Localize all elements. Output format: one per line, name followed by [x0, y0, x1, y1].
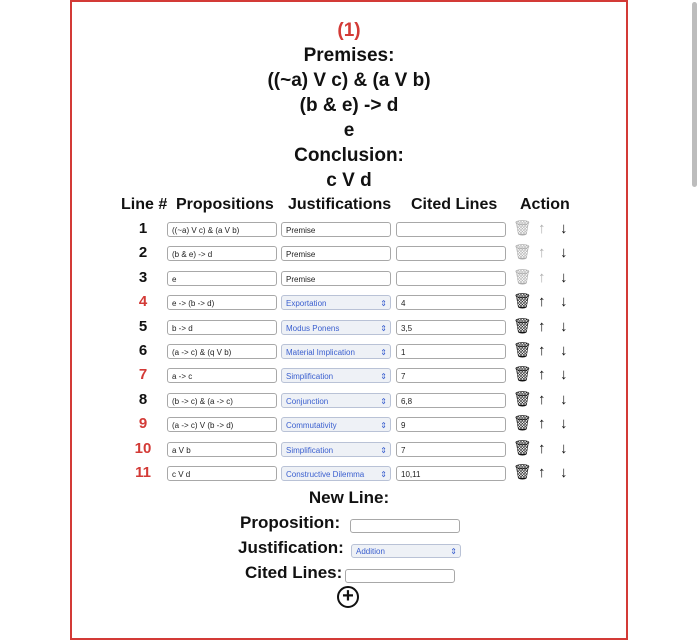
new-line-title: New Line:: [308, 488, 390, 507]
cited-lines-input[interactable]: [396, 246, 506, 261]
proposition-input[interactable]: c V d: [167, 466, 277, 481]
move-up-icon[interactable]: ↑: [538, 293, 546, 311]
cited-lines-input[interactable]: 7: [396, 442, 506, 457]
justification-select[interactable]: [281, 368, 391, 383]
justification-input[interactable]: Premise: [281, 246, 391, 261]
justification-input[interactable]: Premise: [281, 271, 391, 286]
cited-lines-input[interactable]: 3,5: [396, 320, 506, 335]
new-proposition-label: Proposition:: [240, 513, 341, 532]
trash-icon[interactable]: 🗑: [513, 464, 533, 481]
cited-lines-input[interactable]: 7: [396, 368, 506, 383]
select-caret-icon: ⇕: [380, 299, 387, 309]
new-justification-select[interactable]: [351, 544, 461, 558]
add-circle-icon[interactable]: +: [337, 586, 359, 608]
line-number: 3: [138, 268, 148, 286]
cited-lines-input[interactable]: 4: [396, 295, 506, 310]
conclusion-label: Conclusion:: [294, 145, 404, 166]
proposition-input[interactable]: (b -> c) & (a -> c): [167, 393, 277, 408]
proposition-input[interactable]: a V b: [167, 442, 277, 457]
table-row: [0, 463, 700, 485]
line-number: 4: [138, 293, 148, 311]
table-row: [0, 292, 700, 314]
line-number: 10: [134, 439, 152, 457]
cited-lines-input[interactable]: 6,8: [396, 393, 506, 408]
move-up-icon[interactable]: ↑: [538, 366, 546, 384]
proposition-input[interactable]: e -> (b -> d): [167, 295, 277, 310]
move-down-icon[interactable]: ↓: [560, 293, 568, 311]
select-caret-icon: ⇕: [380, 348, 387, 357]
move-down-icon[interactable]: ↓: [560, 464, 568, 481]
move-down-icon[interactable]: ↓: [560, 439, 568, 457]
line-number: 7: [138, 366, 148, 384]
justification-select[interactable]: [281, 344, 391, 359]
line-number: 6: [138, 342, 148, 359]
header-cited-lines: Cited Lines: [411, 196, 498, 213]
select-caret-icon: ⇕: [450, 547, 457, 556]
cited-lines-input[interactable]: 10,11: [396, 466, 506, 481]
select-caret-icon: ⇕: [380, 396, 387, 406]
trash-icon[interactable]: 🗑: [513, 220, 533, 237]
cited-lines-input[interactable]: 1: [396, 344, 506, 359]
trash-icon[interactable]: 🗑: [513, 342, 533, 359]
table-row: [0, 341, 700, 363]
table-row: [0, 439, 700, 461]
line-number: 1: [138, 220, 148, 237]
trash-icon[interactable]: 🗑: [513, 390, 533, 408]
justification-value: Modus Ponens: [286, 323, 340, 333]
cited-lines-input[interactable]: 9: [396, 417, 506, 432]
table-row: [0, 365, 700, 387]
table-row: [0, 317, 700, 339]
justification-value: Conjunction: [286, 396, 329, 406]
justification-select[interactable]: [281, 320, 391, 335]
proposition-input[interactable]: e: [167, 271, 277, 286]
premises-label: Premises:: [303, 45, 395, 66]
justification-select[interactable]: [281, 466, 391, 481]
trash-icon[interactable]: 🗑: [513, 293, 533, 311]
line-number: 2: [138, 244, 148, 262]
move-up-icon[interactable]: ↑: [538, 244, 546, 262]
move-down-icon[interactable]: ↓: [560, 317, 568, 335]
premise-1: ((~a) V c) & (a V b): [267, 70, 431, 91]
justification-value: Constructive Dilemma: [286, 470, 365, 479]
trash-icon[interactable]: 🗑: [513, 268, 533, 286]
justification-select[interactable]: [281, 442, 391, 457]
move-down-icon[interactable]: ↓: [560, 390, 568, 408]
proposition-input[interactable]: (b & e) -> d: [167, 246, 277, 261]
table-row: [0, 414, 700, 436]
move-up-icon[interactable]: ↑: [538, 415, 546, 433]
select-caret-icon: ⇕: [380, 372, 387, 382]
line-number: 8: [138, 390, 148, 408]
move-down-icon[interactable]: ↓: [560, 366, 568, 384]
select-caret-icon: ⇕: [380, 470, 387, 479]
problem-number: (1): [337, 20, 361, 41]
table-row: [0, 243, 700, 265]
new-proposition-input[interactable]: [350, 519, 460, 533]
table-row: [0, 268, 700, 290]
new-justification-value: Addition: [356, 547, 385, 556]
move-down-icon[interactable]: ↓: [560, 244, 568, 262]
move-down-icon[interactable]: ↓: [560, 220, 568, 237]
premise-2: (b & e) -> d: [299, 95, 399, 116]
header-line-number: Line #: [121, 196, 168, 213]
move-up-icon[interactable]: ↑: [538, 439, 546, 457]
justification-select[interactable]: [281, 295, 391, 310]
move-up-icon[interactable]: ↑: [538, 390, 546, 408]
proposition-input[interactable]: (a -> c) & (q V b): [167, 344, 277, 359]
justification-value: Simplification: [286, 445, 334, 455]
justification-value: Simplification: [286, 372, 334, 382]
header-action: Action: [520, 196, 570, 213]
line-number: 11: [135, 464, 151, 481]
proposition-input[interactable]: (a -> c) V (b -> d): [167, 417, 277, 432]
premise-3: e: [343, 120, 355, 141]
header-propositions: Propositions: [176, 196, 274, 213]
trash-icon[interactable]: 🗑: [513, 317, 533, 335]
justification-value: Material Implication: [286, 348, 355, 357]
table-row: [0, 390, 700, 412]
proposition-input[interactable]: a -> c: [167, 368, 277, 383]
cited-lines-input[interactable]: [396, 222, 506, 237]
line-number: 9: [138, 415, 148, 433]
new-justification-label: Justification:: [238, 538, 344, 557]
select-caret-icon: ⇕: [380, 445, 387, 455]
trash-icon[interactable]: 🗑: [513, 244, 533, 262]
move-down-icon[interactable]: ↓: [560, 415, 568, 433]
move-down-icon[interactable]: ↓: [560, 342, 568, 359]
scrollbar[interactable]: [692, 2, 697, 187]
move-down-icon[interactable]: ↓: [560, 268, 568, 286]
move-up-icon[interactable]: ↑: [538, 220, 546, 237]
trash-icon[interactable]: 🗑: [513, 415, 533, 433]
line-number: 5: [138, 317, 148, 335]
header-justifications: Justifications: [288, 196, 392, 213]
select-caret-icon: ⇕: [380, 421, 387, 431]
move-up-icon[interactable]: ↑: [538, 464, 546, 481]
justification-select[interactable]: [281, 417, 391, 432]
move-up-icon[interactable]: ↑: [538, 342, 546, 359]
cited-lines-input[interactable]: [396, 271, 506, 286]
move-up-icon[interactable]: ↑: [538, 317, 546, 335]
justification-value: Commutativity: [286, 421, 337, 431]
justification-input[interactable]: Premise: [281, 222, 391, 237]
conclusion: c V d: [326, 170, 372, 191]
move-up-icon[interactable]: ↑: [538, 268, 546, 286]
justification-select[interactable]: [281, 393, 391, 408]
new-cited-lines-label: Cited Lines:: [245, 563, 343, 582]
proposition-input[interactable]: ((~a) V c) & (a V b): [167, 222, 277, 237]
select-caret-icon: ⇕: [380, 323, 387, 333]
new-cited-lines-input[interactable]: [345, 569, 455, 583]
proposition-input[interactable]: b -> d: [167, 320, 277, 335]
trash-icon[interactable]: 🗑: [513, 366, 533, 384]
table-row: [0, 219, 700, 241]
trash-icon[interactable]: 🗑: [513, 439, 533, 457]
justification-value: Exportation: [286, 299, 327, 309]
